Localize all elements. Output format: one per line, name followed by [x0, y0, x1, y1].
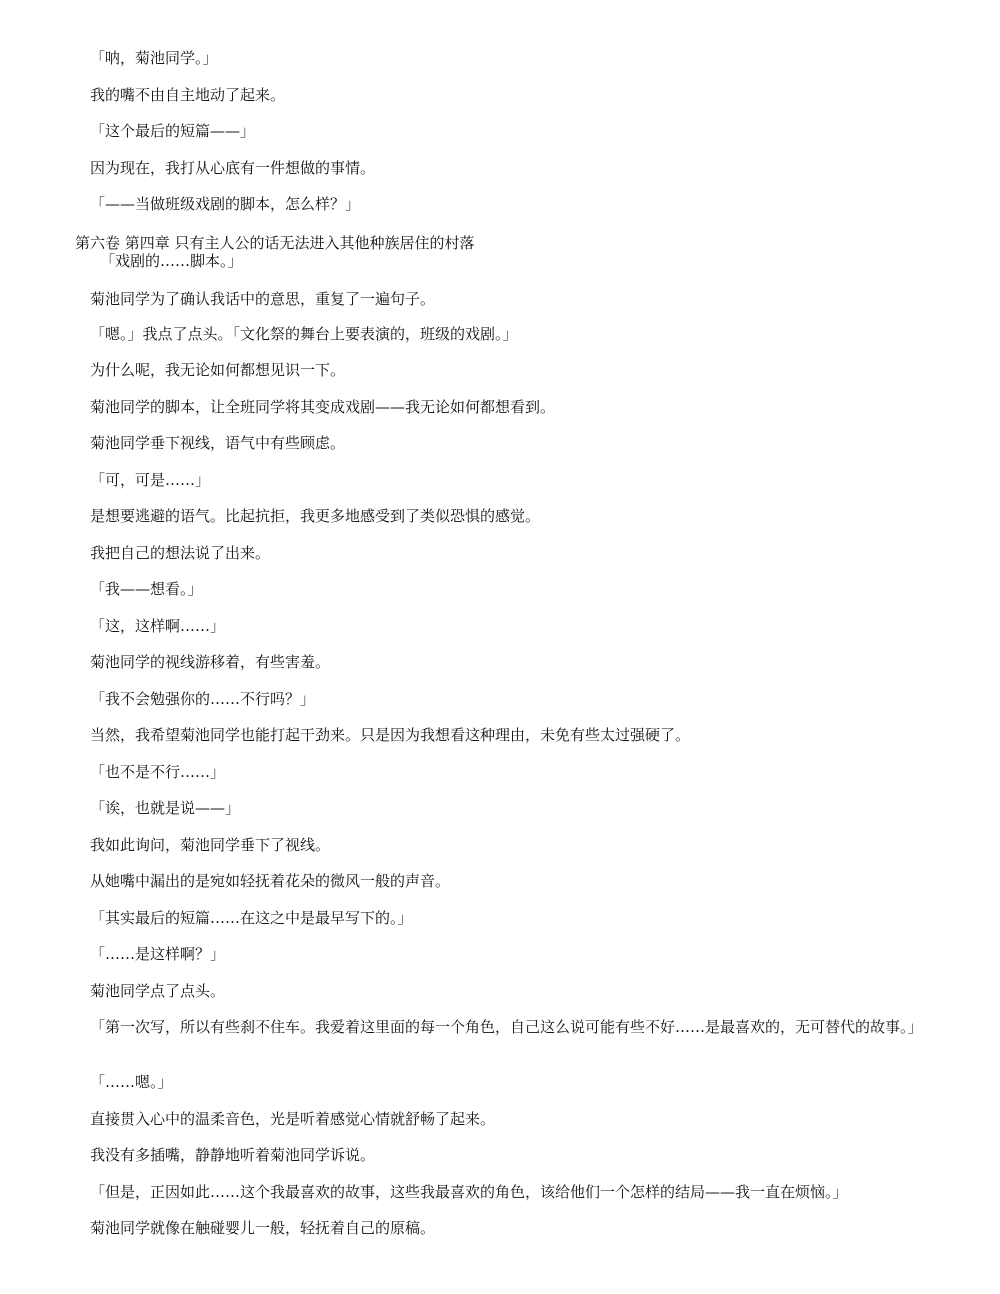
paragraph: 「第一次写，所以有些刹不住车。我爱着这里面的每一个角色，自己这么说可能有些不好……是最喜欢的，无可替代的故事。」: [90, 1018, 923, 1036]
paragraph: 从她嘴中漏出的是宛如轻抚着花朵的微风一般的声音。: [90, 872, 451, 890]
paragraph: 「……嗯。」: [90, 1073, 173, 1091]
paragraph: 我如此询问，菊池同学垂下了视线。: [90, 836, 331, 854]
paragraph: 「这，这样啊……」: [90, 617, 226, 635]
paragraph: 菊池同学为了确认我话中的意思，重复了一遍句子。: [90, 290, 436, 308]
paragraph: 「呐，菊池同学。」: [90, 49, 218, 67]
paragraph: 「……是这样啊？」: [90, 945, 226, 963]
paragraph: 「可，可是……」: [90, 471, 211, 489]
paragraph: 直接贯入心中的温柔音色，光是听着感觉心情就舒畅了起来。: [90, 1110, 496, 1128]
paragraph: 「嗯。」我点了点头。「文化祭的舞台上要表演的，班级的戏剧。」: [90, 325, 518, 343]
paragraph: 「——当做班级戏剧的脚本，怎么样？」: [90, 195, 361, 213]
paragraph: 我把自己的想法说了出来。: [90, 544, 271, 562]
paragraph: 「其实最后的短篇……在这之中是最早写下的。」: [90, 909, 413, 927]
paragraph: 当然，我希望菊池同学也能打起干劲来。只是因为我想看这种理由，未免有些太过强硬了。: [90, 726, 691, 744]
paragraph: 我的嘴不由自主地动了起来。: [90, 86, 286, 104]
paragraph: 「我不会勉强你的……不行吗？」: [90, 690, 316, 708]
paragraph: 「这个最后的短篇——」: [90, 122, 256, 140]
paragraph: 「我——想看。」: [90, 580, 203, 598]
chapter-title: 第六卷 第四章 只有主人公的话无法进入其他种族居住的村落: [75, 234, 475, 252]
paragraph: 「但是，正因如此……这个我最喜欢的故事，这些我最喜欢的角色，该给他们一个怎样的结局——我一直在烦恼。」: [90, 1183, 848, 1201]
paragraph: 菊池同学点了点头。: [90, 982, 226, 1000]
paragraph: 「也不是不行……」: [90, 763, 226, 781]
paragraph: 菊池同学的视线游移着，有些害羞。: [90, 653, 331, 671]
paragraph: 「戏剧的……脚本。」: [100, 252, 243, 270]
paragraph: 菊池同学就像在触碰婴儿一般，轻抚着自己的原稿。: [90, 1219, 436, 1237]
paragraph: 菊池同学垂下视线，语气中有些顾虑。: [90, 434, 346, 452]
paragraph: 因为现在，我打从心底有一件想做的事情。: [90, 159, 376, 177]
paragraph: 是想要逃避的语气。比起抗拒，我更多地感受到了类似恐惧的感觉。: [90, 507, 541, 525]
paragraph: 为什么呢，我无论如何都想见识一下。: [90, 361, 346, 379]
paragraph: 我没有多插嘴，静静地听着菊池同学诉说。: [90, 1146, 376, 1164]
paragraph: 「诶，也就是说——」: [90, 799, 241, 817]
paragraph: 菊池同学的脚本，让全班同学将其变成戏剧——我无论如何都想看到。: [90, 398, 556, 416]
